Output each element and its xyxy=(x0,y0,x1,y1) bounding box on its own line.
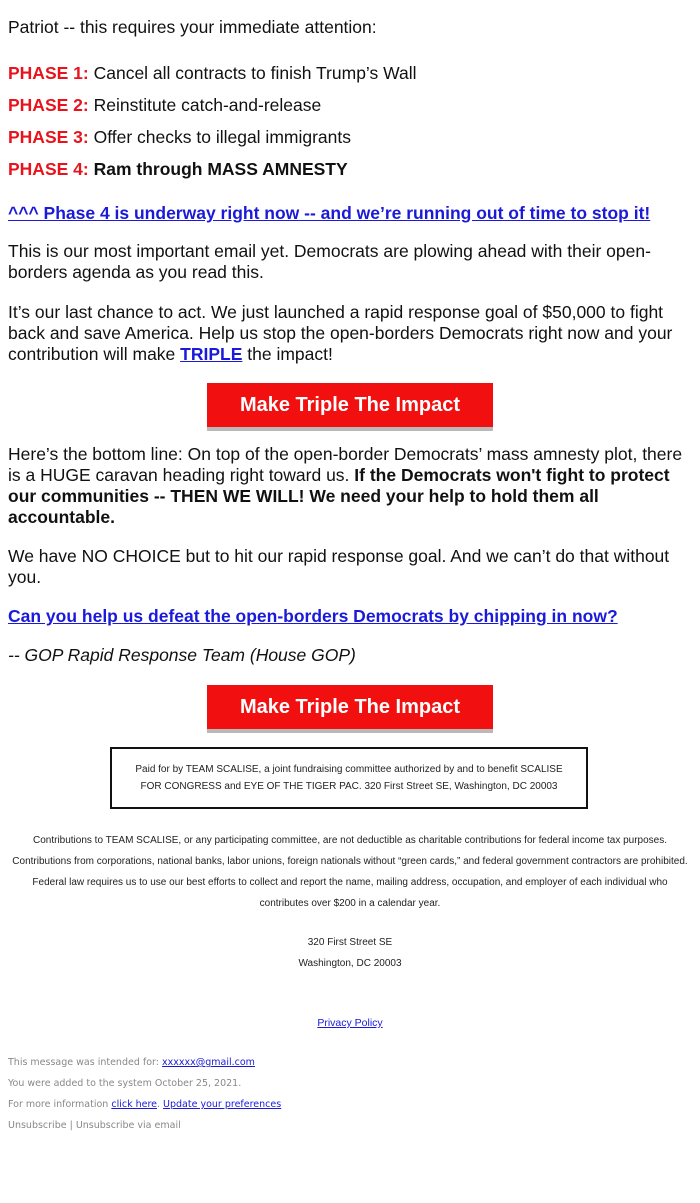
footer-added: You were added to the system October 25, 2021. xyxy=(8,1078,242,1089)
phase4-link[interactable]: ^^^ Phase 4 is underway right now -- and we’re running out of time to stop it! xyxy=(8,203,651,223)
paragraph-3-text: Here’s the bottom line: On top of the open-border Democrats’ mass amnesty plot, there is a HUGE caravan heading right toward us. xyxy=(8,444,683,485)
paragraph-4: We have NO CHOICE but to hit our rapid response goal. And we can’t do that without you. xyxy=(8,546,670,587)
make-triple-impact-button[interactable]: Make Triple The Impact xyxy=(207,685,493,729)
paragraph-2 xyxy=(8,302,694,365)
phase-text: Reinstitute catch-and-release xyxy=(93,95,322,115)
signature: -- GOP Rapid Response Team (House GOP) xyxy=(8,645,356,665)
footer-intended-for xyxy=(8,1057,255,1068)
phase-label: PHASE 2: xyxy=(8,95,89,115)
phase-label: PHASE 1: xyxy=(8,63,89,83)
unsubscribe-email-link[interactable]: Unsubscribe via email xyxy=(75,1120,181,1131)
phase-2 xyxy=(8,95,321,116)
paragraph-1: This is our most important email yet. Democrats are plowing ahead with their open-borders agenda as you read this. xyxy=(8,241,651,282)
pipe-separator: | xyxy=(66,1120,76,1131)
phase-text: Offer checks to illegal immigrants xyxy=(93,127,352,147)
phase-label: PHASE 3: xyxy=(8,127,89,147)
phase-3 xyxy=(8,127,351,148)
paragraph-3 xyxy=(8,444,694,528)
make-triple-impact-button[interactable]: Make Triple The Impact xyxy=(207,383,493,427)
phase-text: Ram through MASS AMNESTY xyxy=(93,159,348,179)
address-line-2: Washington, DC 20003 xyxy=(298,958,402,969)
footer-more-info xyxy=(8,1099,281,1110)
update-preferences-link[interactable]: Update your preferences xyxy=(163,1099,282,1110)
button-row-1 xyxy=(0,383,700,427)
unsubscribe-link[interactable]: Unsubscribe xyxy=(8,1120,67,1131)
greeting: Patriot -- this requires your immediate attention: xyxy=(8,17,377,37)
recipient-email-link[interactable]: xxxxxx@gmail.com xyxy=(162,1057,255,1068)
phase-4 xyxy=(8,159,348,180)
triple-link[interactable]: TRIPLE xyxy=(180,344,243,364)
paid-for-disclaimer: Paid for by TEAM SCALISE, a joint fundraising committee authorized by and to benefit SCALISE FOR CONGRESS and EYE OF THE TIGER PAC. 320 First Street SE, Washington, DC 20003 xyxy=(110,747,588,809)
phase-1 xyxy=(8,63,417,84)
intended-for-label: This message was intended for: xyxy=(8,1057,162,1068)
privacy-policy-link[interactable]: Privacy Policy xyxy=(317,1017,383,1029)
separator: . xyxy=(157,1099,164,1110)
paragraph-2-end: the impact! xyxy=(242,344,333,364)
legal-disclaimer: Contributions to TEAM SCALISE, or any participating committee, are not deductible as charitable contributions for federal income tax purposes. Contributions from corporations, national banks, labor unions, foreign nationals without “green cards,” and federal government contractors are prohibited. Federal law requires us to use our best efforts to collect and report the name, mailing address, occupation, and employer of each individual who contributes over $200 in a calendar year. xyxy=(12,835,688,909)
address-line-1: 320 First Street SE xyxy=(307,937,393,948)
more-info-label: For more information xyxy=(8,1099,112,1110)
privacy-row xyxy=(0,1017,700,1029)
phase-label: PHASE 4: xyxy=(8,159,89,179)
cta-link-row xyxy=(8,606,694,627)
phase-text: Cancel all contracts to finish Trump’s Wall xyxy=(93,63,417,83)
paragraph-2-text: It’s our last chance to act. We just launched a rapid response goal of $50,000 to fight back and save America. Help us stop the open-borders Democrats right now and your contribution will make xyxy=(8,302,673,364)
paragraph-3-bold: If the Democrats won't fight to protect our communities -- THEN WE WILL! We need your help to hold them all accountable. xyxy=(8,465,670,527)
phase4-link-row xyxy=(8,203,694,224)
footer-unsubscribe xyxy=(8,1120,181,1131)
cta-link[interactable]: Can you help us defeat the open-borders Democrats by chipping in now? xyxy=(8,606,618,626)
button-row-2 xyxy=(0,685,700,729)
click-here-link[interactable]: click here xyxy=(111,1099,157,1110)
